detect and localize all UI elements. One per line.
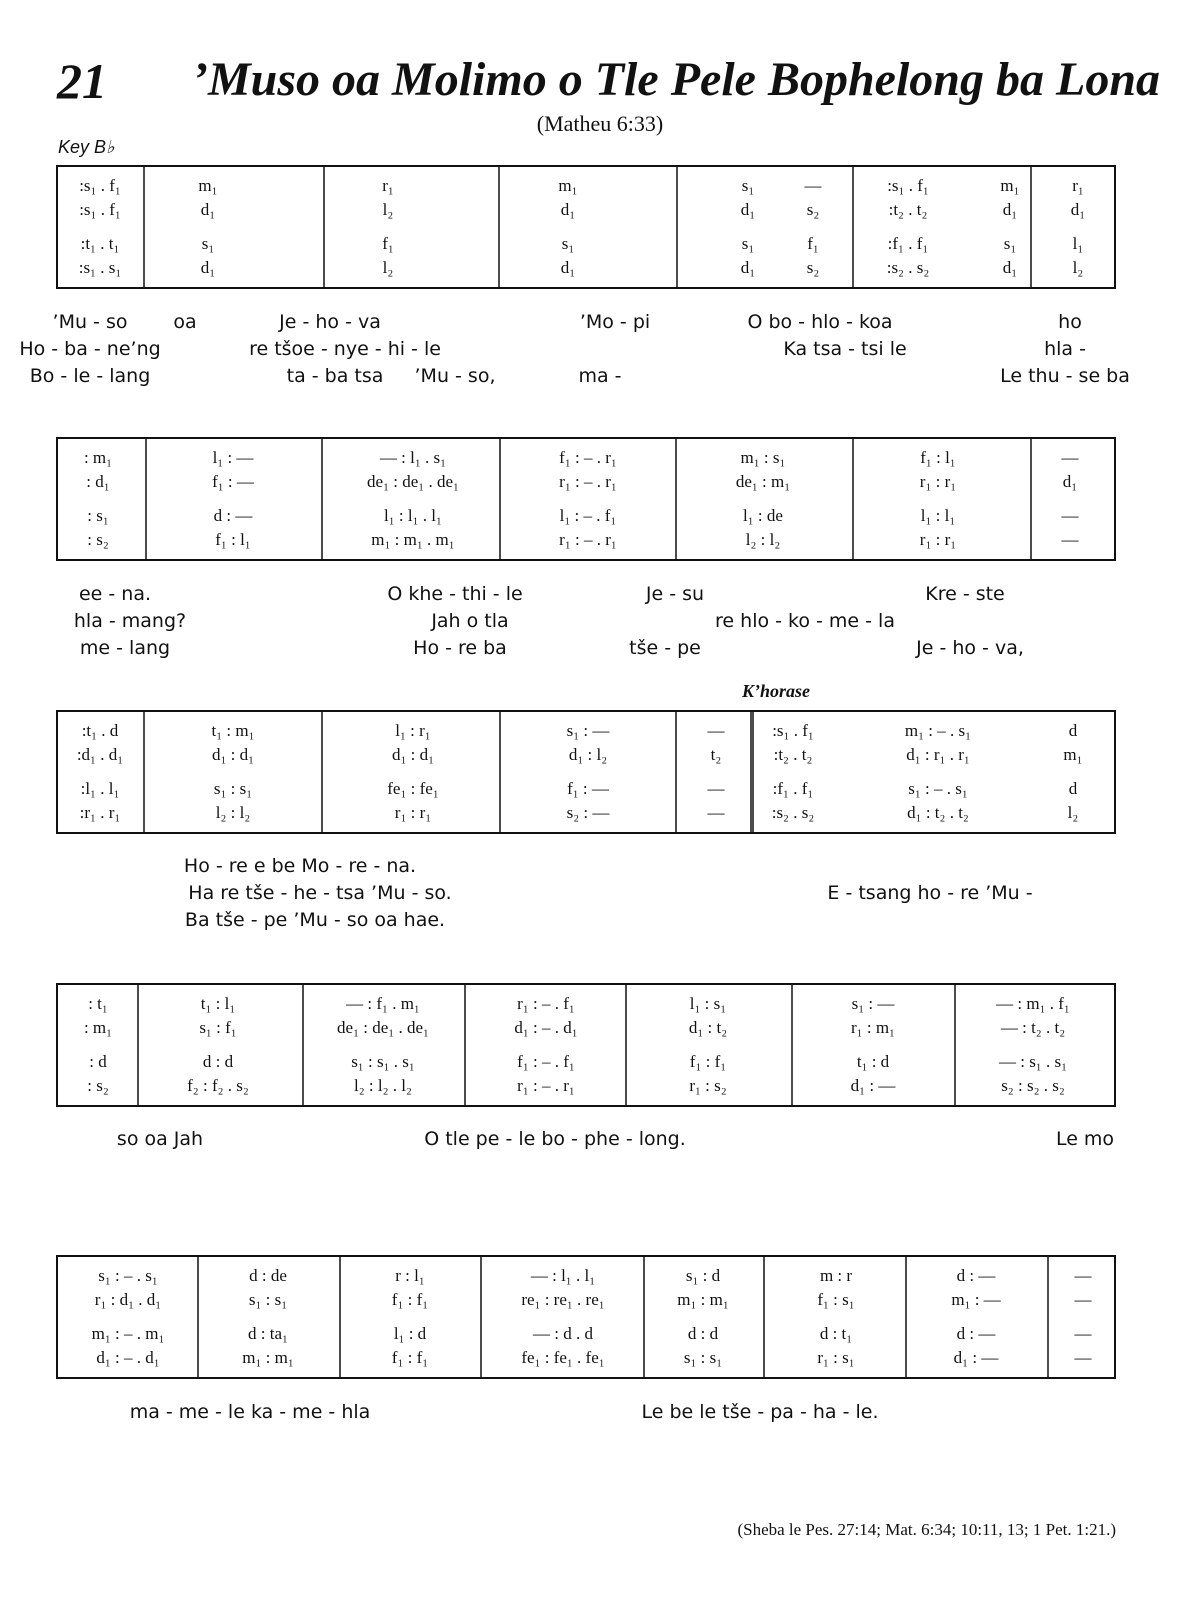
solfa-note: f₁ : — [567, 779, 609, 798]
solfa-note: m : r [819, 1266, 853, 1285]
lyric-phrase: so oa Jah [116, 1128, 204, 1150]
solfa-note: l₂ : l₂ [745, 530, 781, 549]
solfa-note: : m₁ [83, 1018, 113, 1037]
system-1-notes [58, 167, 1114, 287]
solfa-note: d : d [202, 1052, 234, 1071]
music-system-2 [56, 437, 1116, 561]
system-4-notes [58, 985, 1114, 1105]
solfa-note: — : l₁ . s₁ [379, 448, 447, 467]
solfa-note: t₁ : m₁ [211, 721, 255, 740]
solfa-note: d₁ : d₁ [211, 745, 255, 764]
solfa-note: m₁ [1063, 745, 1083, 764]
solfa-note: — : m₁ . f₁ [996, 994, 1070, 1013]
solfa-note: f₁ : – . r₁ [559, 448, 617, 467]
lyric-phrase: hla - mang? [73, 610, 187, 632]
solfa-note: fe₁ : fe₁ . fe₁ [521, 1348, 605, 1367]
key-signature: Key B♭ [58, 137, 115, 157]
lyric-phrase: re tšoe - nye - hi - le [249, 338, 441, 360]
solfa-note: : s₂ [87, 530, 109, 549]
solfa-note: s₁ : — [566, 721, 610, 740]
solfa-note: f₁ [807, 234, 819, 253]
solfa-note: d₁ [1062, 472, 1078, 491]
solfa-note: :r₁ . r₁ [79, 803, 121, 822]
music-system-5 [56, 1255, 1116, 1379]
system-2-notes [58, 439, 1114, 559]
solfa-note: m₁ : m₁ [242, 1348, 294, 1367]
solfa-note: :s₂ . s₂ [771, 803, 815, 822]
solfa-note: l₁ : s₁ [689, 994, 727, 1013]
solfa-note: l₂ [1072, 258, 1084, 277]
solfa-note: m₁ : – . s₁ [904, 721, 972, 740]
system-5-notes [58, 1257, 1114, 1377]
solfa-note: l₁ : — [212, 448, 254, 467]
lyric-phrase: ho [1058, 311, 1082, 333]
solfa-note: r₁ : r₁ [394, 803, 432, 822]
lyric-phrase: Le mo [1055, 1128, 1115, 1150]
lyric-phrase: Ho - re e be Mo - re - na. [183, 855, 417, 877]
lyric-phrase: Ho - re ba [413, 637, 507, 659]
solfa-note: d₁ : — [953, 1348, 999, 1367]
solfa-note: d : — [956, 1324, 996, 1343]
solfa-note: : t₁ [88, 994, 108, 1013]
lyric-phrase: ’Mu - so, [414, 365, 496, 387]
solfa-note: r₁ [1072, 176, 1084, 195]
lyrics-system-3-verse-3 [0, 909, 1200, 933]
solfa-note: de₁ : m₁ [735, 472, 791, 491]
solfa-note: — : l₁ . l₁ [530, 1266, 596, 1285]
solfa-note: :s₁ . s₁ [78, 258, 122, 277]
solfa-note: :s₁ . f₁ [887, 176, 929, 195]
solfa-note: — : f₁ . m₁ [346, 994, 420, 1013]
solfa-note: d₁ [560, 258, 576, 277]
hymn-title: ’Muso oa Molimo o Tle Pele Bophelong ba Lona [192, 53, 1161, 106]
solfa-note: f₁ [382, 234, 394, 253]
solfa-note: f₁ : f₁ [689, 1052, 727, 1071]
solfa-note: d₁ [200, 200, 216, 219]
solfa-note: — [1061, 448, 1079, 467]
solfa-note: :f₁ . f₁ [772, 779, 814, 798]
solfa-note: r₁ : m₁ [851, 1018, 895, 1037]
solfa-note: m₁ [1000, 176, 1020, 195]
solfa-note: t₁ : d [856, 1052, 890, 1071]
solfa-note: f₁ : – . f₁ [517, 1052, 575, 1071]
solfa-note: f₁ : f₁ [391, 1348, 429, 1367]
solfa-note: l₁ : l₁ [920, 506, 956, 525]
solfa-note: fe₁ : fe₁ [387, 779, 439, 798]
solfa-note: f₁ : — [212, 472, 254, 491]
system-3-notes [58, 712, 1114, 832]
solfa-note: s₁ : f₁ [199, 1018, 237, 1037]
solfa-note: d₁ : — [850, 1076, 896, 1095]
solfa-note: : m₁ [83, 448, 113, 467]
solfa-note: — [1061, 530, 1079, 549]
solfa-note: d : — [956, 1266, 996, 1285]
solfa-note: :s₂ . s₂ [886, 258, 930, 277]
solfa-note: d₁ : d₁ [391, 745, 435, 764]
solfa-note: — [707, 803, 725, 822]
solfa-note: s₁ : — [851, 994, 895, 1013]
solfa-note: f₁ : l₁ [215, 530, 251, 549]
hymn-number: 21 [57, 53, 107, 109]
solfa-note: — : d . d [533, 1324, 593, 1343]
lyric-phrase: ta - ba tsa [286, 365, 384, 387]
solfa-note: s₁ : s₁ [213, 779, 253, 798]
lyrics-system-5-verse-1 [0, 1401, 1200, 1425]
solfa-note: d₁ : r₁ . r₁ [906, 745, 970, 764]
lyric-phrase: Ha re tše - he - tsa ’Mu - so. [188, 882, 452, 904]
solfa-note: f₁ : l₁ [920, 448, 956, 467]
lyric-phrase: Le thu - se ba [1000, 365, 1130, 387]
solfa-note: l₂ [382, 200, 394, 219]
lyric-phrase: O tle pe - le bo - phe - long. [424, 1128, 686, 1150]
solfa-note: — : t₂ . t₂ [1000, 1018, 1066, 1037]
lyrics-system-1-verse-3 [0, 365, 1200, 389]
lyric-phrase: Ho - ba - ne’ng [19, 338, 161, 360]
lyric-phrase: Je - ho - va [279, 311, 381, 333]
solfa-note: de₁ : de₁ . de₁ [367, 472, 459, 491]
solfa-note: : s₂ [87, 1076, 109, 1095]
solfa-note: — : s₁ . s₁ [998, 1052, 1068, 1071]
lyric-phrase: ’Mo - pi [579, 311, 651, 333]
solfa-note: d₁ [740, 200, 756, 219]
solfa-note: r₁ : r₁ [919, 472, 957, 491]
solfa-note: m₁ : s₁ [740, 448, 786, 467]
solfa-note: d : ta₁ [248, 1324, 288, 1343]
lyrics-system-1-verse-1 [0, 311, 1200, 335]
solfa-note: m₁ [198, 176, 218, 195]
solfa-note: :d₁ . d₁ [76, 745, 124, 764]
solfa-note: m₁ : — [951, 1290, 1001, 1309]
solfa-note: m₁ : m₁ . m₁ [371, 530, 455, 549]
scripture-reference: (Matheu 6:33) [536, 111, 664, 136]
music-system-1 [56, 165, 1116, 289]
lyric-phrase: Kre - ste [925, 583, 1005, 605]
solfa-note: :t₂ . t₂ [888, 200, 928, 219]
solfa-note: t₁ : l₁ [200, 994, 236, 1013]
solfa-note: s₁ : s₁ [683, 1348, 723, 1367]
solfa-note: — [707, 779, 725, 798]
solfa-note: d₁ : l₂ [568, 745, 608, 764]
solfa-note: l₁ [1072, 234, 1084, 253]
solfa-note: de₁ : de₁ . de₁ [337, 1018, 429, 1037]
lyric-phrase: Ka tsa - tsi le [783, 338, 907, 360]
solfa-note: s₁ : – . s₁ [98, 1266, 158, 1285]
chorus-label: K’horase [742, 681, 811, 701]
solfa-note: — [1074, 1266, 1092, 1285]
lyric-phrase: ’Mu - so [52, 311, 128, 333]
solfa-note: :l₁ . l₁ [80, 779, 120, 798]
lyric-phrase: ee - na. [78, 583, 152, 605]
scripture-footnote: (Sheba le Pes. 27:14; Mat. 6:34; 10:11, 13; 1 Pet. 1:21.) [737, 1520, 1116, 1539]
lyric-phrase: oa [173, 311, 197, 333]
solfa-note: t₂ [710, 745, 722, 764]
solfa-note: s₁ [1003, 234, 1017, 253]
solfa-note: r₁ : – . r₁ [559, 472, 617, 491]
music-system-3 [56, 710, 1116, 834]
lyrics-system-4-verse-1 [0, 1128, 1200, 1152]
lyric-phrase: ma - [578, 365, 622, 387]
solfa-note: : s₁ [87, 506, 109, 525]
solfa-note: r₁ : r₁ [919, 530, 957, 549]
solfa-note: d₁ : – . d₁ [96, 1348, 160, 1367]
solfa-note: :t₁ . t₁ [80, 234, 120, 253]
solfa-note: — [804, 176, 822, 195]
solfa-note: :s₁ . f₁ [772, 721, 814, 740]
solfa-note: l₁ : l₁ . l₁ [384, 506, 442, 525]
solfa-note: l₁ : de [743, 506, 783, 525]
lyric-phrase: Je - ho - va, [916, 637, 1024, 659]
lyric-phrase: tše - pe [629, 637, 701, 659]
solfa-note: m₁ [558, 176, 578, 195]
solfa-note: — [1061, 506, 1079, 525]
lyrics-system-3-verse-2 [0, 882, 1200, 906]
solfa-note: s₁ : d [685, 1266, 721, 1285]
solfa-note: r₁ : – . r₁ [517, 1076, 575, 1095]
solfa-note: r₁ : s₁ [817, 1348, 855, 1367]
solfa-note: r₁ : – . r₁ [559, 530, 617, 549]
solfa-note: s₁ [561, 234, 575, 253]
solfa-note: l₁ : d [393, 1324, 427, 1343]
solfa-note: : d₁ [86, 472, 110, 491]
solfa-note: f₂ : f₂ . s₂ [187, 1076, 249, 1095]
solfa-note: r₁ : – . f₁ [517, 994, 575, 1013]
lyrics-system-3-verse-1 [0, 855, 1200, 879]
solfa-note: l₂ : l₂ . l₂ [354, 1076, 412, 1095]
solfa-note: :t₁ . d [81, 721, 119, 740]
solfa-note: l₂ [1067, 803, 1079, 822]
solfa-note: d : — [213, 506, 253, 525]
solfa-note: s₂ [806, 200, 820, 219]
lyric-phrase: hla - [1044, 338, 1086, 360]
solfa-note: d [1068, 779, 1078, 798]
lyric-phrase: ma - me - le ka - me - hla [129, 1401, 371, 1423]
solfa-note: re₁ : re₁ . re₁ [521, 1290, 605, 1309]
lyric-phrase: E - tsang ho - re ’Mu - [827, 882, 1033, 904]
lyric-phrase: me - lang [79, 637, 171, 659]
solfa-note: s₁ : – . s₁ [908, 779, 968, 798]
lyrics-system-1-verse-2 [0, 338, 1200, 362]
solfa-note: — [1074, 1290, 1092, 1309]
solfa-note: : d [89, 1052, 107, 1071]
solfa-note: r₁ [382, 176, 394, 195]
solfa-note: d₁ [1002, 258, 1018, 277]
solfa-note: d : d [687, 1324, 719, 1343]
lyrics-system-2-verse-3 [0, 637, 1200, 661]
solfa-note: l₂ : l₂ [215, 803, 251, 822]
solfa-note: d₁ [1070, 200, 1086, 219]
solfa-note: s₁ : s₁ [248, 1290, 288, 1309]
solfa-note: l₁ : – . f₁ [559, 506, 617, 525]
solfa-note: d₁ : t₂ [688, 1018, 728, 1037]
solfa-note: f₁ : s₁ [817, 1290, 855, 1309]
solfa-note: s₁ : s₁ . s₁ [351, 1052, 415, 1071]
solfa-note: r : l₁ [395, 1266, 425, 1285]
lyric-phrase: Bo - le - lang [29, 365, 151, 387]
solfa-note: d₁ [560, 200, 576, 219]
solfa-note: d₁ [200, 258, 216, 277]
lyric-phrase: Jah o tla [431, 610, 509, 632]
solfa-note: s₂ [806, 258, 820, 277]
solfa-note: d : de [249, 1266, 287, 1285]
lyric-phrase: Le be le tše - pa - ha - le. [641, 1401, 879, 1423]
solfa-note: r₁ : d₁ . d₁ [94, 1290, 162, 1309]
solfa-note: s₂ : s₂ . s₂ [1001, 1076, 1065, 1095]
solfa-note: — [707, 721, 725, 740]
solfa-note: r₁ : s₂ [689, 1076, 727, 1095]
music-system-4 [56, 983, 1116, 1107]
solfa-note: :s₁ . f₁ [79, 176, 121, 195]
solfa-note: :s₁ . f₁ [79, 200, 121, 219]
solfa-note: m₁ : – . m₁ [91, 1324, 165, 1343]
solfa-note: l₁ : r₁ [395, 721, 431, 740]
lyric-phrase: O khe - thi - le [387, 583, 523, 605]
solfa-note: s₁ [201, 234, 215, 253]
solfa-note: — [1074, 1348, 1092, 1367]
solfa-note: s₁ [741, 176, 755, 195]
solfa-note: :f₁ . f₁ [887, 234, 929, 253]
lyric-phrase: Ba tše - pe ’Mu - so oa hae. [184, 909, 446, 931]
solfa-note: — [1074, 1324, 1092, 1343]
solfa-note: d₁ [740, 258, 756, 277]
solfa-note: d₁ : t₂ . t₂ [907, 803, 969, 822]
solfa-note: l₂ [382, 258, 394, 277]
lyric-phrase: re hlo - ko - me - la [715, 610, 895, 632]
solfa-note: d [1068, 721, 1078, 740]
lyrics-system-2-verse-2 [0, 610, 1200, 634]
solfa-note: m₁ : m₁ [677, 1290, 729, 1309]
solfa-note: s₁ [741, 234, 755, 253]
solfa-note: d : t₁ [819, 1324, 853, 1343]
lyrics-system-2-verse-1 [0, 583, 1200, 607]
lyric-phrase: Je - su [645, 583, 705, 605]
solfa-note: d₁ : – . d₁ [514, 1018, 578, 1037]
solfa-note: s₂ : — [566, 803, 610, 822]
solfa-note: d₁ [1002, 200, 1018, 219]
solfa-note: :t₂ . t₂ [773, 745, 813, 764]
solfa-note: f₁ : f₁ [391, 1290, 429, 1309]
lyric-phrase: O bo - hlo - koa [747, 311, 893, 333]
